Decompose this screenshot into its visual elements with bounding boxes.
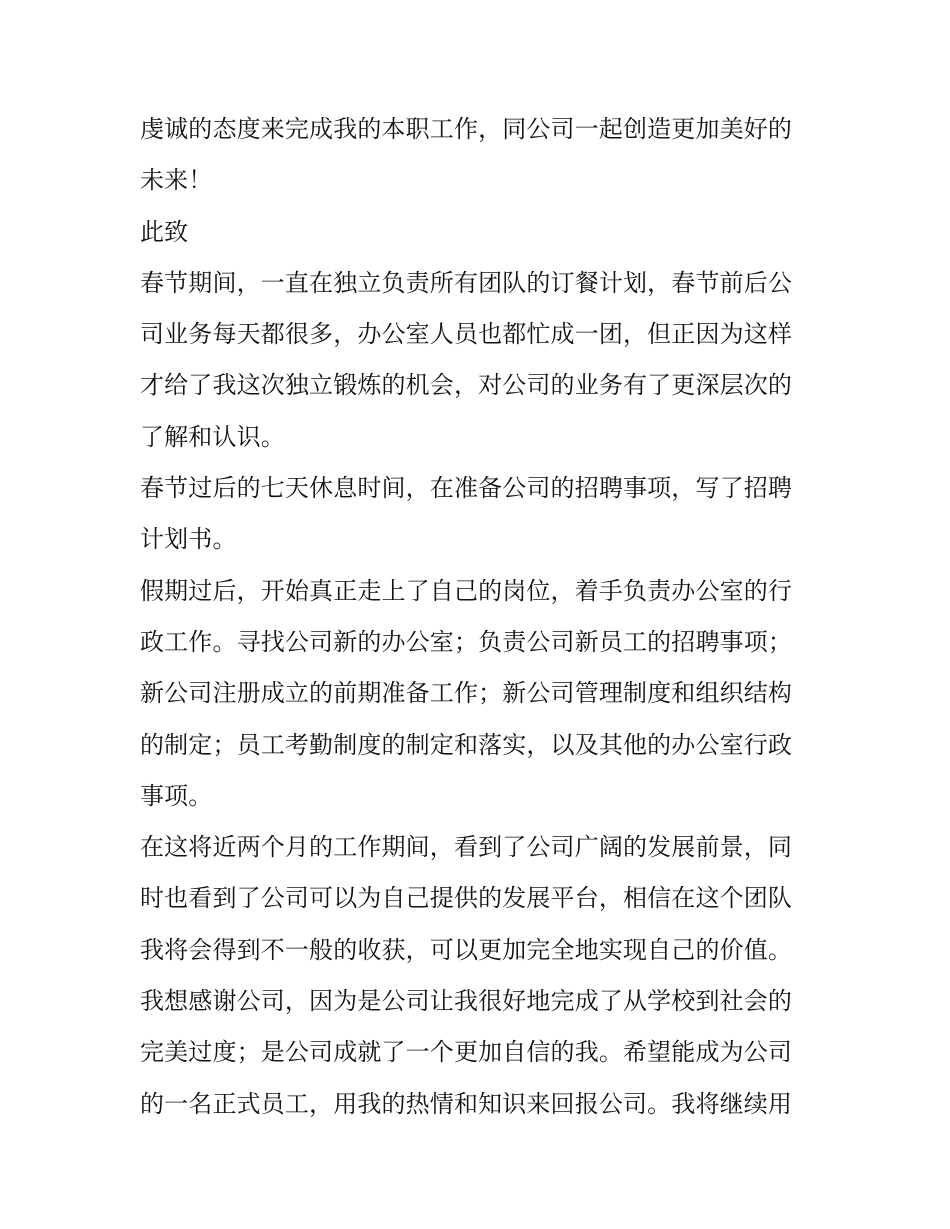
text-line: 春节期间，一直在独立负责所有团队的订餐计划，春节前后公	[140, 268, 793, 297]
text-line: 假期过后，开始真正走上了自己的岗位，着手负责办公室的行	[140, 576, 793, 605]
text-line: 事项。	[140, 781, 213, 810]
text-line: 我将会得到不一般的收获，可以更加完全地实现自己的价值。	[140, 935, 793, 964]
text-line: 虔诚的态度来完成我的本职工作，同公司一起创造更加美好的	[140, 115, 793, 143]
text-line: 我想感谢公司，因为是公司让我很好地完成了从学校到社会的	[140, 987, 793, 1016]
document-body	[140, 104, 812, 1130]
text-line: 才给了我这次独立锻炼的机会，对公司的业务有了更深层次的	[140, 371, 793, 400]
text-line: 的制定；员工考勤制度的制定和落实，以及其他的办公室行政	[140, 730, 793, 759]
text-line: 时也看到了公司可以为自己提供的发展平台，相信在这个团队	[140, 884, 793, 913]
text-line: 在这将近两个月的工作期间，看到了公司广阔的发展前景，同	[140, 833, 793, 862]
text-line: 了解和认识。	[140, 422, 285, 451]
text-line: 的一名正式员工，用我的热情和知识来回报公司。我将继续用	[140, 1089, 793, 1118]
text-line: 此致	[140, 217, 189, 246]
text-line: 未来！	[140, 166, 213, 195]
text-line: 新公司注册成立的前期准备工作；新公司管理制度和组织结构	[140, 679, 793, 708]
text-line: 完美过度；是公司成就了一个更加自信的我。希望能成为公司	[140, 1038, 793, 1067]
text-line: 春节过后的七天休息时间，在准备公司的招聘事项，写了招聘	[140, 474, 793, 503]
text-line: 计划书。	[140, 525, 237, 554]
text-line: 司业务每天都很多，办公室人员也都忙成一团，但正因为这样	[140, 320, 793, 349]
text-line: 政工作。寻找公司新的办公室；负责公司新员工的招聘事项；	[140, 627, 793, 656]
